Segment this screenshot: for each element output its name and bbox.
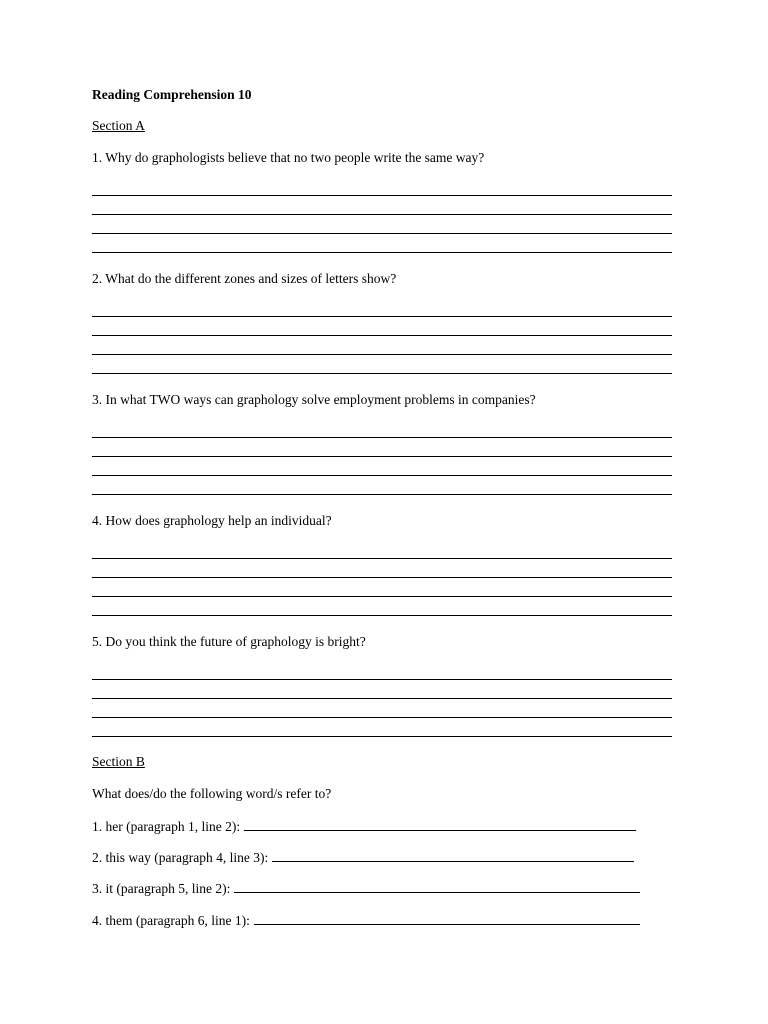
answer-line <box>92 354 672 355</box>
answer-line <box>92 437 672 438</box>
answer-line <box>92 596 672 597</box>
answer-line <box>92 717 672 718</box>
answer-line <box>92 577 672 578</box>
answer-line <box>92 736 672 737</box>
answer-line <box>92 475 672 476</box>
reference-item-1 <box>92 818 636 835</box>
answer-line <box>92 233 672 234</box>
reference-item-label: 3. it (paragraph 5, line 2): <box>92 881 231 896</box>
reference-item-label: 1. her (paragraph 1, line 2): <box>92 819 241 834</box>
answer-line <box>92 335 672 336</box>
worksheet-title: Reading Comprehension 10 <box>92 87 252 102</box>
answer-line <box>92 494 672 495</box>
answer-line <box>92 456 672 457</box>
question-4: 4. How does graphology help an individual? <box>92 513 332 528</box>
answer-line <box>92 679 672 680</box>
question-3: 3. In what TWO ways can graphology solve employment problems in companies? <box>92 392 536 407</box>
section-b-instruction: What does/do the following word/s refer to? <box>92 786 332 801</box>
question-1: 1. Why do graphologists believe that no two people write the same way? <box>92 150 485 165</box>
answer-line <box>92 195 672 196</box>
answer-line <box>92 214 672 215</box>
answer-line <box>92 698 672 699</box>
answer-blank <box>272 849 634 862</box>
section-a-heading: Section A <box>92 118 145 133</box>
answer-line <box>92 316 672 317</box>
reference-item-label: 4. them (paragraph 6, line 1): <box>92 913 250 928</box>
answer-line <box>92 615 672 616</box>
answer-blank <box>244 818 636 831</box>
question-5: 5. Do you think the future of graphology is bright? <box>92 634 366 649</box>
reference-item-2 <box>92 849 634 866</box>
answer-blank <box>234 880 640 893</box>
answer-line <box>92 252 672 253</box>
question-2: 2. What do the different zones and sizes of letters show? <box>92 271 397 286</box>
answer-blank <box>254 912 640 925</box>
answer-line <box>92 558 672 559</box>
section-b-heading: Section B <box>92 754 145 769</box>
reference-item-3 <box>92 880 640 897</box>
reference-item-4 <box>92 912 640 929</box>
answer-line <box>92 373 672 374</box>
reference-item-label: 2. this way (paragraph 4, line 3): <box>92 850 269 865</box>
